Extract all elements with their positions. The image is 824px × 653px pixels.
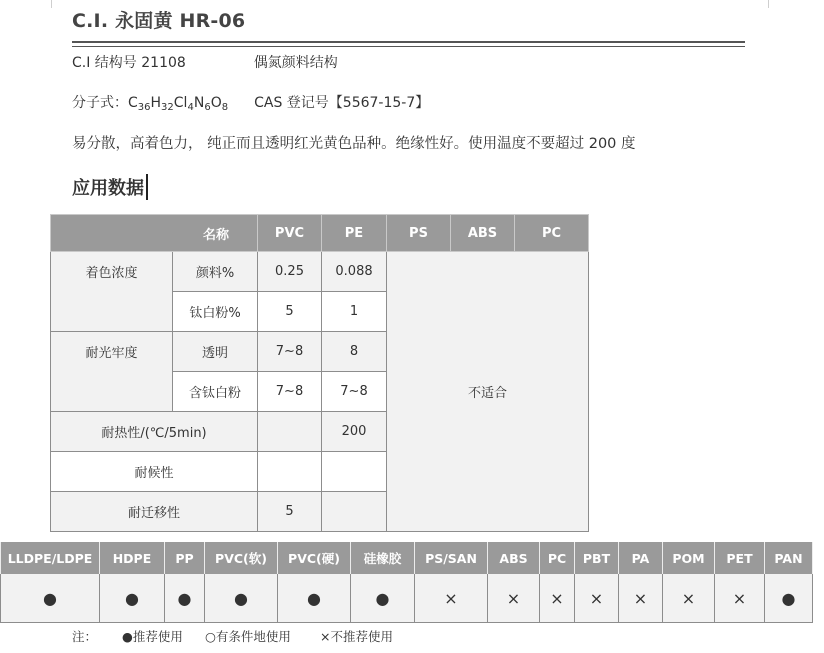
- col-hdpe: HDPE: [100, 542, 165, 574]
- weather-pe-value: [322, 452, 387, 492]
- title-rule-thin: [72, 46, 745, 47]
- legend-conditional: ○有条件地使用: [205, 629, 291, 644]
- legend-not-recommended: ×不推荐使用: [320, 629, 393, 644]
- col-abs: ABS: [488, 542, 540, 574]
- molecular-formula: $C_{36}H_{32}Cl_4N_6O_8$: [128, 95, 229, 113]
- col-pa: PA: [619, 542, 663, 574]
- weather-pvc-value: [258, 452, 322, 492]
- col-lldpe-ldpe: LLDPE/LDPE: [1, 542, 100, 574]
- formula-label: 分子式：: [72, 95, 128, 111]
- mark-pa: ×: [619, 574, 663, 623]
- structure-type: 偶氮颜料结构: [253, 55, 338, 71]
- mark-pp: ●: [165, 574, 205, 623]
- section-heading: 应用数据: [72, 174, 148, 200]
- pigment-pe-value: 0.088: [322, 252, 387, 292]
- mark-silicone: ●: [351, 574, 415, 623]
- mark-abs: ×: [488, 574, 540, 623]
- document-title: C.I. 永固黄 HR-06: [72, 10, 246, 32]
- tio2-pvc-value: 5: [258, 292, 322, 332]
- pigment-pvc-value: 0.25: [258, 252, 322, 292]
- pigment-pct-label: 颜料%: [173, 252, 258, 292]
- page-corner-right: [768, 0, 769, 8]
- migration-pvc-value: 5: [258, 492, 322, 532]
- with-tio2-label: 含钛白粉: [173, 372, 258, 412]
- heat-pvc-value: [258, 412, 322, 452]
- col-pan: PAN: [765, 542, 813, 574]
- transparent-pvc-value: 7~8: [258, 332, 322, 372]
- mark-pc: ×: [540, 574, 575, 623]
- col-pet: PET: [715, 542, 765, 574]
- suitability-row: [1, 574, 813, 623]
- col-silicone: 硅橡胶: [351, 542, 415, 574]
- heat-resistance-label: 耐热性/(℃/5min): [51, 412, 258, 452]
- mark-pbt: ×: [575, 574, 619, 623]
- migration-resistance-label: 耐迁移性: [51, 492, 258, 532]
- col-pc: PC: [540, 542, 575, 574]
- header-pe: PE: [322, 215, 387, 252]
- ci-number: C.I 结构号 21108: [72, 55, 186, 71]
- mark-pom: ×: [663, 574, 715, 623]
- col-pp: PP: [165, 542, 205, 574]
- mark-hdpe: ●: [100, 574, 165, 623]
- text-cursor: [146, 174, 148, 200]
- lightfastness-label: 耐光牢度: [51, 332, 173, 412]
- mark-pvc-rigid: ●: [278, 574, 351, 623]
- mark-pet: ×: [715, 574, 765, 623]
- note-label: 注：: [72, 629, 98, 644]
- header-abs: ABS: [451, 215, 515, 252]
- transparent-label: 透明: [173, 332, 258, 372]
- col-pvc-rigid: PVC(硬): [278, 542, 351, 574]
- table-row: [51, 252, 589, 292]
- mark-pvc-soft: ●: [205, 574, 278, 623]
- heat-pe-value: 200: [322, 412, 387, 452]
- col-pvc-soft: PVC(软): [205, 542, 278, 574]
- ci-line: [72, 52, 338, 72]
- cas-number: CAS 登记号【5567-15-7】: [254, 95, 430, 111]
- col-ps-san: PS/SAN: [415, 542, 488, 574]
- with-tio2-pvc-value: 7~8: [258, 372, 322, 412]
- transparent-pe-value: 8: [322, 332, 387, 372]
- header-pvc: PVC: [258, 215, 322, 252]
- formula-line: [72, 92, 429, 113]
- table-header-row: [51, 215, 589, 252]
- mark-ps-san: ×: [415, 574, 488, 623]
- mark-lldpe-ldpe: ●: [1, 574, 100, 623]
- application-data-table: [50, 214, 589, 532]
- page-corner-left: [51, 0, 52, 8]
- tio2-pe-value: 1: [322, 292, 387, 332]
- legend-recommended: ●推荐使用: [122, 629, 183, 644]
- col-pom: POM: [663, 542, 715, 574]
- legend-note: [72, 627, 393, 645]
- col-pbt: PBT: [575, 542, 619, 574]
- not-suitable-cell: 不适合: [387, 252, 589, 532]
- migration-pe-value: [322, 492, 387, 532]
- mark-pan: ●: [765, 574, 813, 623]
- header-ps: PS: [387, 215, 451, 252]
- header-pc: PC: [515, 215, 589, 252]
- tio2-pct-label: 钛白粉%: [173, 292, 258, 332]
- description: 易分散，高着色力， 纯正而且透明红光黄色品种。绝缘性好。使用温度不要超过 200 度: [72, 136, 636, 152]
- with-tio2-pe-value: 7~8: [322, 372, 387, 412]
- suitability-table: [0, 542, 813, 623]
- suitability-header-row: [1, 542, 813, 574]
- weather-resistance-label: 耐候性: [51, 452, 258, 492]
- title-rule: [72, 41, 745, 43]
- header-name: 名称: [51, 215, 258, 252]
- tint-strength-label: 着色浓度: [51, 252, 173, 332]
